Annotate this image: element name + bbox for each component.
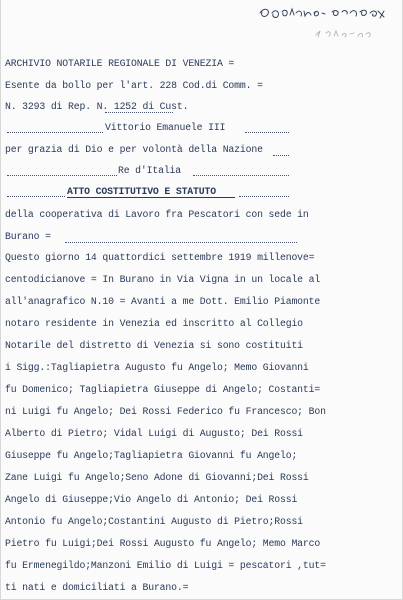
archive-header: ARCHIVIO NOTARILE REGIONALE DI VENEZIA =	[5, 58, 235, 69]
body-line-8: ni Luigi fu Angelo; Dei Rossi Federico fu Francesco; Bon	[5, 406, 326, 417]
body-line-15: fu Ermenegildo;Manzoni Emilio di Luigi = pescatori ,tut=	[5, 560, 326, 571]
dotted-filler	[7, 196, 65, 197]
handwritten-annotation	[254, 3, 399, 43]
dotted-filler	[7, 132, 103, 133]
dotted-filler	[273, 155, 289, 156]
body-line-6: i Sigg.:Tagliapietra Augusto fu Angelo; Memo Giovanni	[5, 362, 309, 373]
dotted-filler	[65, 242, 297, 243]
stamp-exemption-line: Esente da bollo per l'art. 228 Cod.di Comm. =	[5, 80, 263, 91]
king-name-line: Vittorio Emanuele III	[105, 122, 226, 133]
cooperative-line: della cooperativa di Lavoro fra Pescatori con sede in	[5, 209, 309, 220]
body-line-4: notaro residente in Venezia ed inscritto al Collegio	[5, 318, 303, 329]
document-title: ATTO COSTITUTIVO E STATUTO	[67, 186, 216, 197]
body-line-13: Antonio fu Angelo;Costantini Augusto di Pietro;Rossi	[5, 516, 303, 527]
body-line-12: Angelo di Giuseppe;Vio Angelo di Antonio; Dei Rossi	[5, 494, 298, 505]
grace-of-god-line: per grazia di Dio e per volontà della Nazione	[5, 144, 263, 155]
dotted-filler	[245, 132, 289, 133]
body-line-5: Notarile del distretto di Venezia si sono costituiti	[5, 340, 303, 351]
dotted-filler	[193, 175, 289, 176]
body-line-16: ti nati e domiciliati a Burano.=	[5, 582, 189, 593]
dotted-filler	[105, 112, 173, 113]
king-of-italy-line: Re d'Italia	[118, 165, 182, 176]
body-line-7: fu Domenico; Tagliapietra Giuseppe di Angelo; Costanti=	[5, 384, 321, 395]
body-line-3: all'anagrafico N.10 = Avanti a me Dott. Emilio Piamonte	[5, 296, 321, 307]
body-line-14: Pietro fu Luigi;Dei Rossi Augusto fu Angelo; Memo Marco	[5, 538, 321, 549]
burano-line: Burano =	[5, 231, 51, 242]
body-line-11: Zane Luigi fu Angelo;Seno Adone di Giovanni;Dei Rossi	[5, 472, 309, 483]
handwritten-scribble-icon	[254, 3, 399, 43]
body-line-2: centodicianove = In Burano in Via Vigna in un locale al	[5, 274, 321, 285]
repertory-number-line: N. 3293 di Rep. N. 1252 di Cust.	[5, 101, 189, 112]
dotted-filler	[7, 175, 117, 176]
body-line-10: Giuseppe fu Angelo;Tagliapietra Giovanni fu Angelo;	[5, 450, 298, 461]
dotted-filler	[239, 196, 289, 197]
body-line-9: Alberto di Pietro; Vidal Luigi di Augusto; Dei Rossi	[5, 428, 303, 439]
body-line-1: Questo giorno 14 quattordici settembre 1919 millenove=	[5, 252, 315, 263]
title-underline	[67, 197, 235, 198]
